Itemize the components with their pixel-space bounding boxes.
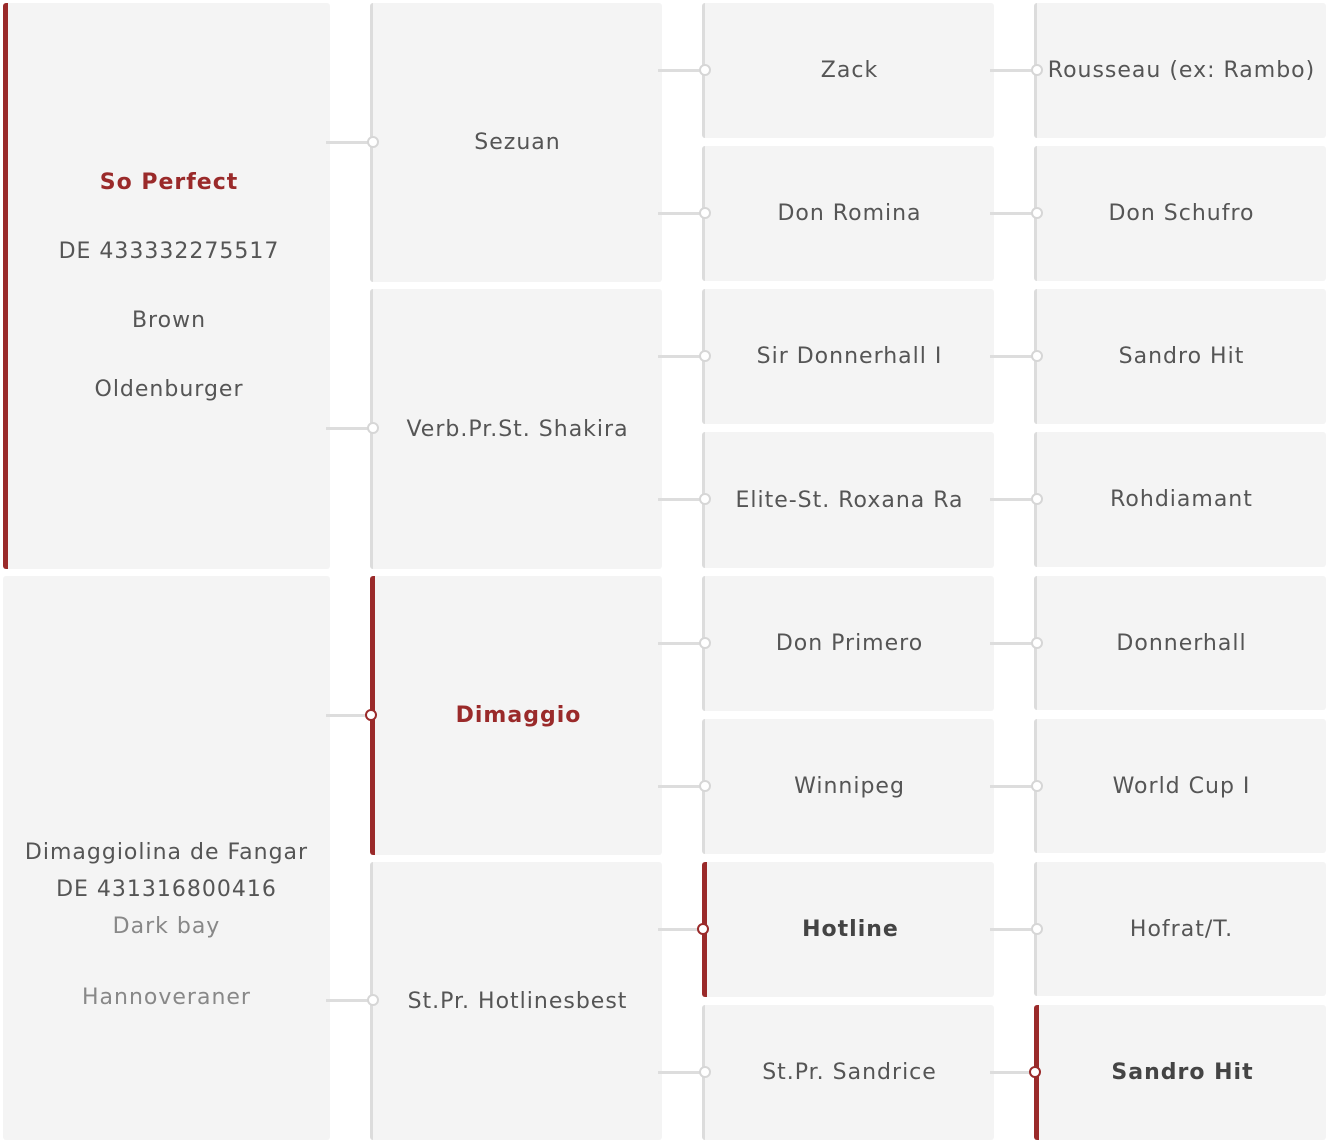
connector-line [326, 427, 370, 430]
sire-sire-card[interactable] [370, 3, 662, 282]
connector-node [1031, 493, 1043, 505]
connector-node [367, 422, 379, 434]
dam-breed: Hannoveraner [82, 985, 251, 1010]
sire-dam-card[interactable] [370, 289, 662, 569]
gen4-card-7[interactable] [1034, 1005, 1326, 1140]
gen3-name-6: Hotline [802, 917, 899, 942]
gen4-name-1: Don Schufro [1108, 201, 1255, 226]
sire-card[interactable] [3, 3, 330, 569]
connector-line [326, 714, 370, 717]
gen3-card-4[interactable] [702, 576, 994, 711]
gen4-card-4[interactable] [1034, 576, 1326, 710]
gen3-name-5: Winnipeg [794, 774, 905, 799]
connector-line [990, 212, 1034, 215]
connector-line [658, 69, 702, 72]
dam-dam-name: St.Pr. Hotlinesbest [407, 988, 628, 1014]
gen4-name-5: World Cup I [1112, 773, 1251, 799]
gen4-card-6[interactable] [1034, 862, 1326, 996]
connector-node [697, 923, 709, 935]
dam-color: Dark bay [112, 914, 221, 939]
connector-line [658, 212, 702, 215]
sire-details [59, 170, 280, 402]
gen3-card-7[interactable] [702, 1005, 994, 1140]
connector-line [658, 498, 702, 501]
connector-line [990, 355, 1034, 358]
sire-registration: DE 433332275517 [58, 239, 280, 264]
dam-registration: DE 431316800416 [56, 877, 277, 902]
gen4-card-3[interactable] [1034, 432, 1326, 567]
connector-node [699, 207, 711, 219]
gen4-name-0: Rousseau (ex: Rambo) [1047, 58, 1316, 83]
connector-node [1031, 350, 1043, 362]
gen3-name-7: St.Pr. Sandrice [762, 1060, 937, 1085]
connector-node [365, 709, 377, 721]
gen4-name-3: Rohdiamant [1110, 487, 1253, 512]
connector-node [1031, 64, 1043, 76]
connector-line [990, 785, 1034, 788]
connector-line [326, 999, 370, 1002]
dam-sire-card[interactable] [370, 576, 662, 855]
connector-line [658, 928, 702, 931]
gen3-card-2[interactable] [702, 289, 994, 424]
connector-node [367, 136, 379, 148]
connector-node [1031, 637, 1043, 649]
connector-node [699, 637, 711, 649]
connector-node [699, 350, 711, 362]
dam-dam-card[interactable] [370, 862, 662, 1140]
gen3-name-1: Don Romina [777, 201, 922, 226]
gen4-card-5[interactable] [1034, 719, 1326, 853]
connector-line [658, 642, 702, 645]
gen4-card-0[interactable] [1034, 3, 1326, 138]
connector-node [367, 994, 379, 1006]
gen3-name-4: Don Primero [775, 631, 924, 656]
connector-line [326, 141, 370, 144]
connector-line [658, 785, 702, 788]
dam-name: Dimaggiolina de Fangar [24, 840, 309, 865]
connector-node [699, 493, 711, 505]
sire-dam-name: Verb.Pr.St. Shakira [406, 416, 629, 442]
sire-name: So Perfect [99, 170, 239, 195]
gen4-card-1[interactable] [1034, 146, 1326, 281]
connector-node [699, 64, 711, 76]
sire-breed: Oldenburger [94, 377, 244, 402]
connector-node [699, 780, 711, 792]
gen3-card-0[interactable] [702, 3, 994, 138]
gen3-card-3[interactable] [702, 432, 994, 568]
connector-node [1029, 1066, 1041, 1078]
gen4-card-2[interactable] [1034, 289, 1326, 424]
connector-node [1031, 780, 1043, 792]
gen3-card-6[interactable] [702, 862, 994, 997]
dam-sire-name: Dimaggio [455, 703, 582, 728]
gen3-card-1[interactable] [702, 146, 994, 281]
sire-color: Brown [131, 308, 207, 333]
gen3-name-2: Sir Donnerhall I [756, 344, 943, 369]
connector-line [990, 69, 1034, 72]
gen4-name-6: Hofrat/T. [1129, 916, 1234, 942]
connector-line [990, 1071, 1034, 1074]
connector-line [990, 928, 1034, 931]
connector-line [658, 355, 702, 358]
gen4-name-4: Donnerhall [1116, 630, 1247, 656]
gen4-name-2: Sandro Hit [1118, 344, 1245, 369]
dam-card[interactable] [3, 576, 330, 1140]
connector-node [1031, 207, 1043, 219]
sire-sire-name: Sezuan [474, 130, 561, 155]
gen3-name-0: Zack [820, 58, 879, 83]
dam-details [25, 840, 308, 1010]
connector-line [990, 642, 1034, 645]
connector-line [990, 498, 1034, 501]
gen4-name-7: Sandro Hit [1111, 1060, 1254, 1085]
gen3-name-3: Elite-St. Roxana Ra [735, 487, 964, 513]
connector-line [658, 1071, 702, 1074]
gen3-card-5[interactable] [702, 719, 994, 854]
connector-node [1031, 923, 1043, 935]
connector-node [699, 1066, 711, 1078]
